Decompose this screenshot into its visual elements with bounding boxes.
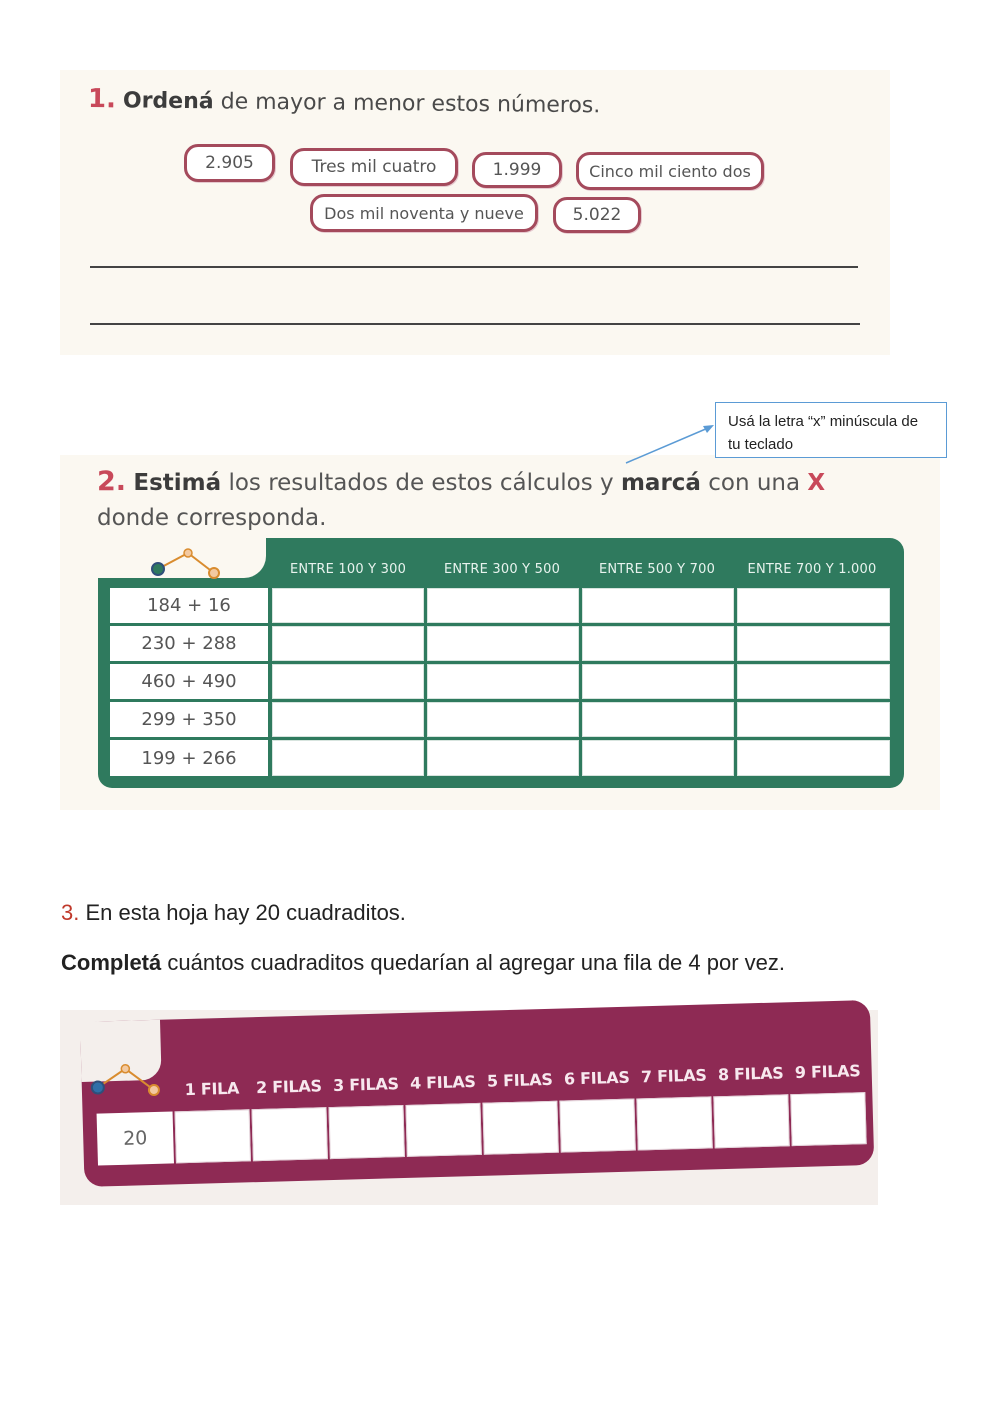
mark-cell[interactable] — [427, 626, 579, 661]
answer-cell[interactable] — [175, 1109, 251, 1163]
number-chip[interactable]: 2.905 — [184, 144, 275, 182]
mark-cell[interactable] — [737, 664, 890, 699]
column-header: 7 FILAS — [640, 1065, 707, 1086]
answer-cell[interactable] — [252, 1107, 328, 1161]
exercise2-text2: con una — [708, 470, 801, 496]
callout-arrow-icon — [620, 418, 720, 468]
answer-cell[interactable] — [405, 1103, 481, 1157]
answer-cell[interactable] — [790, 1092, 866, 1146]
mark-cell[interactable] — [272, 588, 424, 623]
column-header: 3 FILAS — [332, 1073, 399, 1095]
exercise2-verb2: marcá — [620, 470, 701, 496]
answer-cell[interactable] — [713, 1094, 789, 1148]
exercise3-line2: cuántos cuadraditos quedarían al agregar una fila de 4 por vez. — [167, 950, 786, 975]
mark-cell[interactable] — [427, 664, 579, 699]
answer-cell[interactable] — [559, 1099, 635, 1153]
calculation-label: 184 + 16 — [110, 588, 268, 623]
column-header: ENTRE 300 Y 500 — [443, 561, 561, 577]
number-chip[interactable]: Cinco mil ciento dos — [576, 152, 764, 190]
column-header: 2 FILAS — [255, 1075, 322, 1097]
exercise3-instruction — [61, 950, 785, 976]
column-header: ENTRE 500 Y 700 — [598, 561, 716, 577]
exercise3-line1: En esta hoja hay 20 cuadraditos. — [85, 900, 406, 925]
column-header: 8 FILAS — [717, 1062, 784, 1084]
column-header: 6 FILAS — [563, 1067, 630, 1089]
mark-cell[interactable] — [582, 626, 734, 661]
exercise2-text3: donde corresponda. — [97, 505, 327, 531]
number-chip[interactable]: Dos mil noventa y nueve — [310, 194, 538, 232]
mark-cell[interactable] — [737, 588, 890, 623]
number-chip[interactable]: Tres mil cuatro — [290, 148, 458, 186]
mark-cell[interactable] — [582, 702, 734, 737]
mark-cell[interactable] — [737, 702, 890, 737]
exercise3-verb: Completá — [61, 950, 162, 975]
rows-table — [80, 1000, 874, 1187]
exercise2-text1: los resultados de estos cálculos y — [228, 470, 614, 496]
column-header: ENTRE 700 Y 1.000 — [747, 561, 877, 577]
exercise3-number: 3. — [61, 900, 80, 925]
mark-cell[interactable] — [272, 702, 424, 737]
column-header: 4 FILAS — [409, 1071, 476, 1093]
exercise2-title — [97, 464, 857, 536]
exercise3-statement — [61, 900, 406, 926]
number-chip[interactable]: 5.022 — [553, 197, 641, 233]
column-header: ENTRE 100 Y 300 — [289, 561, 407, 577]
mark-cell[interactable] — [737, 626, 890, 661]
answer-cell[interactable] — [636, 1096, 712, 1150]
mark-cell[interactable] — [272, 740, 424, 776]
exercise1-number: 1. — [87, 84, 117, 115]
mark-cell[interactable] — [582, 588, 734, 623]
mark-cell[interactable] — [427, 740, 579, 776]
start-value: 20 — [97, 1111, 174, 1165]
mark-cell[interactable] — [272, 664, 424, 699]
mark-cell[interactable] — [427, 702, 579, 737]
decoration-icon — [148, 545, 224, 581]
answer-cell[interactable] — [482, 1101, 558, 1155]
exercise1-title — [88, 84, 601, 119]
answer-cell[interactable] — [328, 1105, 404, 1159]
answer-line[interactable] — [90, 323, 860, 325]
column-header: 9 FILAS — [794, 1060, 861, 1082]
mark-cell[interactable] — [427, 588, 579, 623]
exercise1-verb: Ordená — [122, 88, 214, 115]
calculation-label: 230 + 288 — [110, 626, 268, 661]
column-header: 1 FILA — [184, 1078, 240, 1099]
decoration-icon — [87, 1060, 168, 1102]
calculation-label: 299 + 350 — [110, 702, 268, 737]
x-mark-icon: X — [807, 470, 826, 496]
number-chip[interactable]: 1.999 — [472, 152, 562, 188]
mark-cell[interactable] — [582, 664, 734, 699]
exercise2-verb1: Estimá — [133, 470, 222, 496]
answer-line[interactable] — [90, 266, 858, 268]
exercise2-number: 2. — [97, 466, 127, 497]
exercise1-instruction: de mayor a menor estos números. — [220, 89, 601, 119]
mark-cell[interactable] — [582, 740, 734, 776]
calculation-label: 460 + 490 — [110, 664, 268, 699]
column-header: 5 FILAS — [486, 1069, 553, 1091]
mark-cell[interactable] — [737, 740, 890, 776]
callout-box: Usá la letra “x” minúscula de tu teclado — [715, 402, 947, 458]
mark-cell[interactable] — [272, 626, 424, 661]
calculation-label: 199 + 266 — [110, 740, 268, 776]
